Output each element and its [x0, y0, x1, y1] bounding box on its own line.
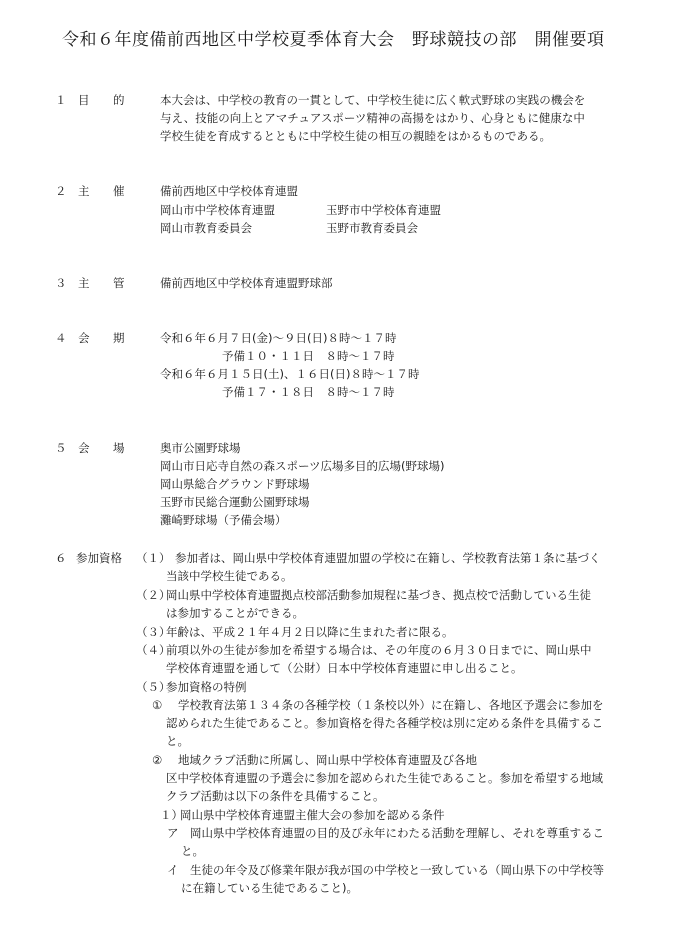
special-1-line-3: と。 [166, 734, 189, 748]
organizer-tamano-pe: 玉野市中学校体育連盟 [326, 203, 441, 217]
eligibility-1-mark: （１） [136, 551, 171, 565]
eligibility-2-line-2: は参加することができる。 [166, 606, 304, 620]
period-line-1: 令和６年６月７日(金)～９日(日)８時～１７時 [160, 331, 397, 345]
venue-5: 灘崎野球場（予備会場） [160, 513, 287, 527]
eligibility-2-line-1: 岡山県中学校体育連盟拠点校部活動参加規程に基づき、拠点校で活動している生徒 [166, 588, 592, 602]
special-2-mark: ② [152, 753, 163, 767]
venue-2: 岡山市日応寺自然の森スポーツ広場多目的広場(野球場) [160, 459, 445, 473]
sub-condition-text: 岡山県中学校体育連盟主催大会の参加を認める条件 [180, 808, 445, 822]
special-2-line-1: 地域クラブ活動に所属し、岡山県中学校体育連盟及び各地 [178, 753, 477, 767]
special-2-line-3: クラブ活動は以下の条件を具備すること。 [166, 789, 385, 803]
section-5-label: 会 場 [78, 441, 131, 455]
eligibility-1-line-1: 参加者は、岡山県中学校体育連盟加盟の学校に在籍し、学校教育法第１条に基づく [175, 551, 601, 565]
eligibility-4-line-2: 学校体育連盟を通して（公財）日本中学校体育連盟に申し出ること。 [166, 661, 523, 675]
condition-i-mark: イ [167, 863, 179, 877]
section-1-label: 目 的 [78, 93, 131, 107]
eligibility-3-mark: （３） [136, 625, 171, 639]
eligibility-5-mark: （５） [136, 680, 171, 694]
section-5-number: ５ [55, 441, 67, 455]
venue-3: 岡山県総合グラウンド野球場 [160, 477, 310, 491]
section-4-number: ４ [55, 331, 67, 345]
section-2-number: ２ [55, 184, 67, 198]
section-3-number: ３ [55, 276, 67, 290]
eligibility-1-line-2: 当該中学校生徒である。 [166, 569, 293, 583]
eligibility-4-line-1: 前項以外の生徒が参加を希望する場合は、その年度の６月３０日までに、岡山県中 [166, 643, 592, 657]
condition-a-line-2: と。 [181, 844, 204, 858]
condition-a-line-1: 岡山県中学校体育連盟の目的及び永年にわたる活動を理解し、それを尊重するこ [190, 826, 604, 840]
venue-1: 奥市公園野球場 [160, 441, 241, 455]
section-1-line-2: 与え、技能の向上とアマチュアスポーツ精神の高揚をはかり、心身ともに健康な中 [160, 111, 585, 125]
eligibility-5-line-1: 参加資格の特例 [166, 680, 247, 694]
section-6-number: ６ [55, 551, 67, 565]
eligibility-4-mark: （４） [136, 643, 171, 657]
sub-condition-mark: １） [160, 808, 183, 822]
period-reserve-1: 予備１０・１１日 ８時～１７時 [222, 349, 395, 363]
section-1-line-3: 学校生徒を育成するとともに中学校生徒の相互の親睦をはかるものである。 [160, 129, 551, 143]
eligibility-2-mark: （２） [136, 588, 171, 602]
special-1-line-1: 学校教育法第１３４条の各種学校（１条校以外）に在籍し、各地区予選会に参加を [178, 698, 604, 712]
section-1-line-1: 本大会は、中学校の教育の一貫として、中学校生徒に広く軟式野球の実践の機会を [160, 93, 586, 107]
special-2-line-2: 区中学校体育連盟の予選会に参加を認められた生徒であること。参加を希望する地域 [166, 771, 603, 785]
condition-i-line-2: に在籍している生徒であること)。 [181, 881, 358, 895]
organizer-okayama-board: 岡山市教育委員会 [160, 221, 252, 235]
organizer-tamano-board: 玉野市教育委員会 [326, 221, 418, 235]
organizer-okayama-pe: 岡山市中学校体育連盟 [160, 203, 275, 217]
eligibility-3-line-1: 年齢は、平成２１年４月２日以降に生まれた者に限る。 [166, 625, 454, 639]
special-1-line-2: 認められた生徒であること。参加資格を得た各種学校は別に定める条件を具備するこ [166, 716, 603, 730]
period-reserve-2: 予備１７・１８日 ８時～１７時 [222, 385, 395, 399]
managing-body: 備前西地区中学校体育連盟野球部 [160, 276, 333, 290]
section-6-label: 参加資格 [76, 551, 122, 565]
section-2-label: 主 催 [78, 184, 131, 198]
period-line-2: 令和６年６月１５日(土)、１６日(日)８時～１７時 [160, 367, 420, 381]
condition-a-mark: ア [167, 826, 179, 840]
condition-i-line-1: 生徒の年令及び修業年限が我が国の中学校と一致している（岡山県下の中学校等 [190, 863, 604, 877]
section-4-label: 会 期 [78, 331, 131, 345]
special-1-mark: ① [152, 698, 163, 712]
section-3-label: 主 管 [78, 276, 131, 290]
organizer-main: 備前西地区中学校体育連盟 [160, 184, 298, 198]
venue-4: 玉野市民総合運動公園野球場 [160, 495, 310, 509]
section-1-number: １ [55, 93, 67, 107]
page-title: 令和６年度備前西地区中学校夏季体育大会 野球競技の部 開催要項 [62, 30, 605, 50]
